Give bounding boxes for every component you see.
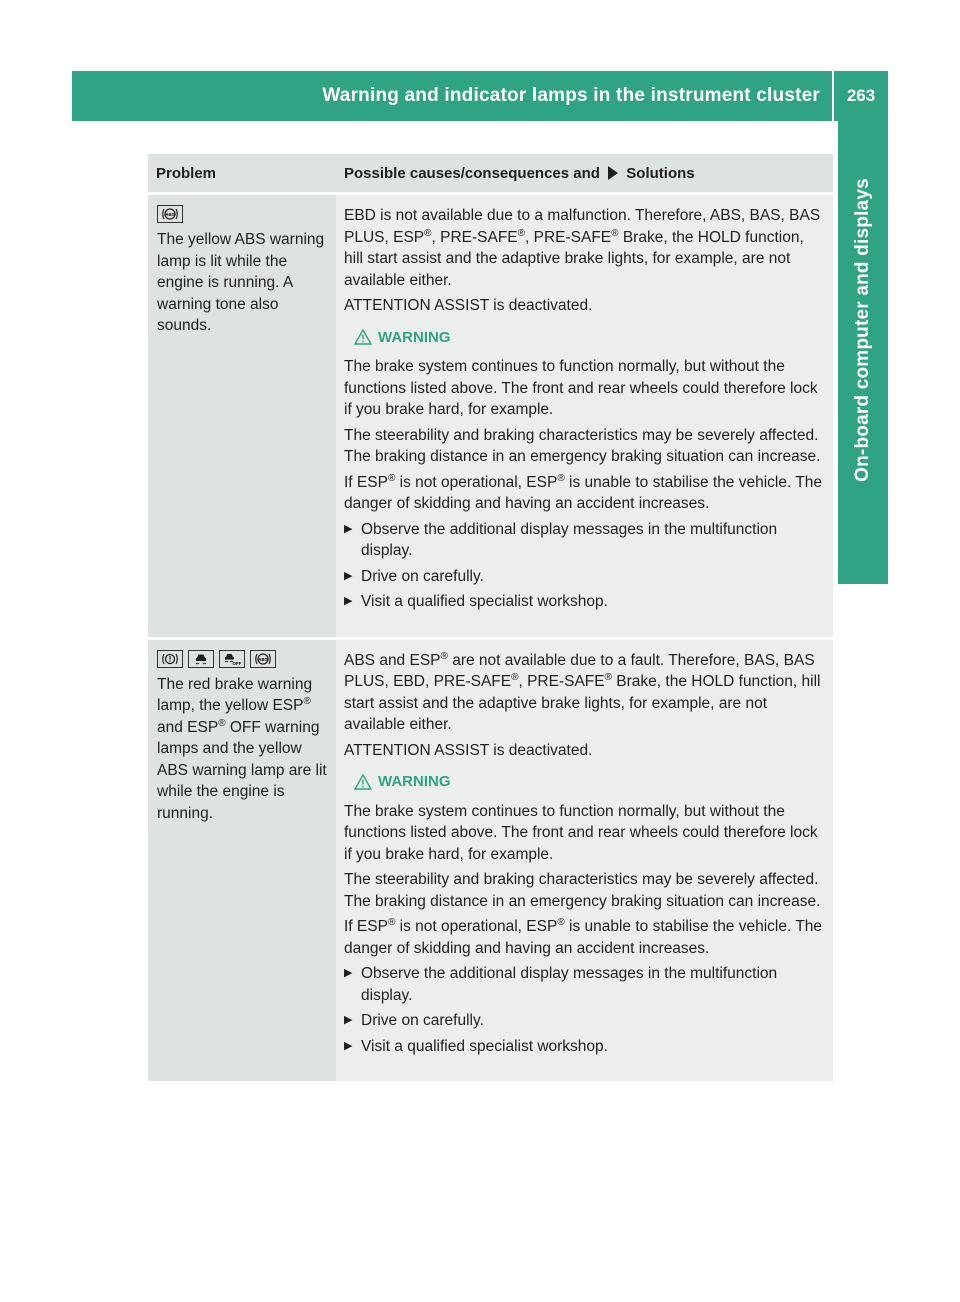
step-item (344, 591, 827, 613)
problem-text-2: and ESP (157, 718, 219, 736)
lamp-icons (157, 650, 328, 668)
step-item (344, 1010, 827, 1032)
warning-triangle-icon (354, 774, 372, 790)
svg-text:OFF: OFF (232, 660, 241, 666)
side-tab-label-overlay (838, 130, 888, 530)
esp-icon (188, 650, 214, 668)
solution-cell (336, 194, 833, 639)
warning-label: WARNING (378, 773, 451, 790)
intro-text-1: ABS and ESP (344, 651, 441, 669)
esp-text-2: is not operational, ESP (395, 473, 558, 491)
svg-text:ABS: ABS (165, 212, 175, 217)
attention-text: ATTENTION ASSIST is deactivated. (344, 297, 593, 314)
registered-mark: ® (440, 650, 448, 662)
esp-text-3: is unable to stabilise the vehicle. The danger of skidding and having an accident increases. (344, 473, 823, 512)
intro-text-2: are not available due to a fault. Therefore, BAS, BAS PLUS, EBD, PRE-SAFE (344, 651, 815, 690)
intro-text-4: Brake, the HOLD function, hill start assist and the adaptive brake lights, for example, are not available either. (344, 228, 804, 289)
section-title: Warning and indicator lamps in the instrument cluster (322, 85, 820, 106)
solutions-arrow-icon (607, 166, 619, 180)
warning-lamps-table (148, 154, 833, 1081)
step-item (344, 963, 827, 1006)
step-text: Visit a qualified specialist workshop. (361, 593, 608, 610)
intro-text-4: Brake, the HOLD function, hill start assist and the adaptive brake lights, for example, are not available either. (344, 673, 821, 733)
intro-text-2: , PRE-SAFE (431, 228, 518, 246)
registered-mark: ® (557, 472, 565, 484)
warning-text-2: The steerability and braking characteristics may be severely affected. The braking distance in an emergency braking situation can increase. (344, 426, 821, 465)
registered-mark: ® (557, 916, 565, 928)
step-text: Visit a qualified specialist workshop. (361, 1037, 608, 1055)
page-number: 263 (846, 86, 876, 105)
step-text: Drive on carefully. (361, 567, 484, 585)
registered-mark: ® (387, 916, 396, 928)
registered-mark: ® (511, 671, 519, 683)
esp-text-2: is not operational, ESP (395, 918, 558, 935)
warning-text-1: The brake system continues to function normally, but without the functions listed above. The front and rear wheels could therefore lock if you brake hard, for example. (344, 802, 818, 863)
registered-mark: ® (218, 717, 226, 729)
attention-text: ATTENTION ASSIST is deactivated. (344, 741, 593, 759)
abs-icon (250, 650, 276, 668)
step-arrow-icon: ▶ (344, 1039, 353, 1052)
page-header (72, 71, 888, 121)
problem-cell (148, 638, 336, 1081)
step-arrow-icon: ▶ (344, 1014, 353, 1026)
registered-mark: ® (424, 227, 432, 239)
intro-paragraph (344, 650, 827, 736)
problem-text (157, 674, 328, 825)
registered-mark: ® (303, 695, 311, 707)
esp-paragraph (344, 916, 827, 959)
column-header-problem: Problem (148, 154, 336, 194)
problem-text: The yellow ABS warning lamp is lit while the engine is running. A warning tone also sounds. (157, 231, 325, 334)
step-item (344, 519, 827, 562)
warning-heading (354, 327, 827, 349)
step-arrow-icon: ▶ (344, 522, 353, 535)
column-header-solutions (336, 154, 833, 194)
solution-cell (336, 638, 833, 1081)
intro-text-3: , PRE-SAFE (518, 673, 605, 690)
step-arrow-icon: ▶ (344, 569, 353, 582)
warning-triangle-icon (354, 329, 372, 345)
warning-text-1: The brake system continues to function normally, but without the functions listed above. The front and rear wheels could therefore lock if you brake hard, for example. (344, 358, 818, 418)
table-row (148, 638, 833, 1081)
table-row (148, 194, 833, 639)
problem-cell (148, 194, 336, 639)
step-text: Observe the additional display messages in the multifunction display. (361, 520, 778, 559)
registered-mark: ® (611, 227, 619, 239)
registered-mark: ® (604, 671, 612, 683)
warning-heading (354, 771, 827, 793)
intro-text-3: , PRE-SAFE (525, 228, 612, 246)
column-header-solutions-prefix: Possible causes/consequences and (344, 164, 600, 182)
step-arrow-icon: ▶ (344, 595, 353, 607)
esp-text-3: is unable to stabilise the vehicle. The danger of skidding and having an accident increases. (344, 918, 823, 957)
side-tab-label-text: On-board computer and displays (852, 178, 873, 482)
esp-paragraph (344, 472, 827, 515)
esp-text-1: If ESP (344, 473, 388, 491)
column-header-solutions-suffix: Solutions (626, 164, 695, 182)
esp-off-icon (219, 650, 245, 668)
intro-paragraph (344, 205, 827, 291)
esp-text-1: If ESP (344, 918, 388, 935)
warning-text-2: The steerability and braking characteristics may be severely affected. The braking distance in an emergency braking situation can increase. (344, 871, 821, 910)
lamp-icons (157, 205, 328, 223)
registered-mark: ® (517, 227, 526, 239)
warning-label: WARNING (378, 328, 451, 346)
step-item (344, 1036, 827, 1058)
registered-mark: ® (387, 472, 396, 484)
intro-text-1: EBD is not available due to a malfunction. Therefore, ABS, BAS, BAS PLUS, ESP (344, 207, 821, 246)
step-text: Observe the additional display messages in the multifunction display. (361, 965, 778, 1004)
step-item (344, 566, 827, 588)
problem-text-3: OFF warning lamps and the yellow ABS warning lamp are lit while the engine is running. (157, 718, 327, 822)
abs-icon (157, 205, 183, 223)
svg-text:ABS: ABS (258, 656, 268, 662)
problem-text-1: The red brake warning lamp, the yellow ESP (157, 675, 313, 714)
step-text: Drive on carefully. (361, 1012, 484, 1029)
brake-warning-icon (157, 650, 183, 668)
table-header-row (148, 154, 833, 194)
step-arrow-icon: ▶ (344, 967, 353, 979)
